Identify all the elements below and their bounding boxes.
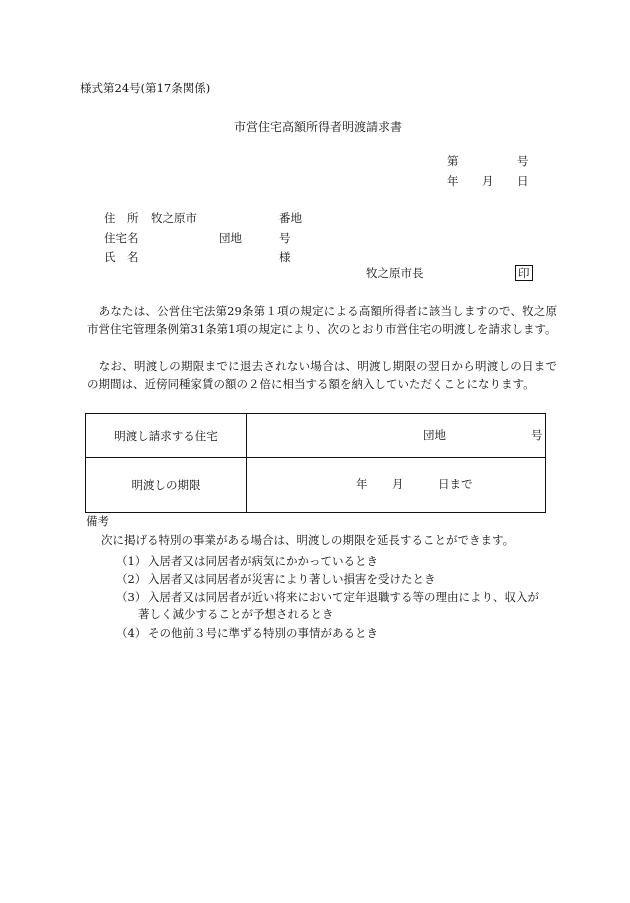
document-title: 市営住宅高額所得者明渡請求書: [234, 120, 403, 134]
row2-year: 年: [356, 477, 368, 491]
list-item-text-continued: 著しく減少することが予想されるとき: [138, 607, 334, 621]
list-item-number: （1）: [116, 554, 147, 568]
form-number: 様式第24号(第17条関係): [80, 81, 211, 95]
name-label: 氏 名: [104, 250, 139, 264]
row1-go: 号: [531, 428, 543, 442]
list-item-text: 入居者又は同居者が近い将来において定年退職する等の理由により、収入が: [148, 590, 539, 604]
list-item: [116, 624, 556, 642]
housing-name-label: 住宅名: [104, 231, 139, 245]
housing-go: 号: [279, 231, 291, 245]
row2-until: 日まで: [438, 477, 473, 491]
list-item-text: その他前３号に準ずる特別の事情があるとき: [148, 626, 378, 640]
date-day: 日: [517, 174, 529, 188]
seal-box: [515, 265, 533, 281]
notes-intro: 次に掲げる特別の事業がある場合は、明渡しの期限を延長することができます。: [101, 533, 515, 547]
list-item-number: （4）: [116, 626, 147, 640]
body-paragraph-2: なお、明渡しの期限までに退去されない場合は、明渡し期限の翌日から明渡しの日までの期間は、近傍同種家賃の額の２倍に相当する額を納入していただくことになります。: [87, 359, 557, 391]
doc-number-go: 号: [517, 154, 529, 168]
date-year: 年: [447, 174, 459, 188]
list-item: [116, 570, 556, 588]
list-item: [116, 588, 556, 606]
doc-number-dai: 第: [447, 154, 459, 168]
seal-mark: 印: [515, 265, 533, 281]
list-item: [116, 552, 556, 570]
address-city: 牧之原市: [151, 211, 197, 225]
address-label: 住 所: [104, 211, 139, 225]
row1-label: 明渡し請求する住宅: [86, 414, 247, 458]
row2-value-cell: [247, 458, 546, 513]
name-honorific: 様: [279, 250, 291, 264]
issuer-name: 牧之原市長: [366, 266, 424, 280]
row1-danchi: 団地: [423, 428, 446, 442]
date-month: 月: [482, 174, 494, 188]
list-item-text: 入居者又は同居者が災害により著しい損害を受けたとき: [148, 572, 436, 586]
list-item-number: （3）: [116, 590, 147, 604]
address-banchi: 番地: [279, 211, 302, 225]
request-table: [85, 413, 546, 513]
table-row: [86, 414, 546, 458]
row1-value-cell: [247, 414, 546, 458]
row2-month: 月: [392, 477, 404, 491]
row2-label: 明渡しの期限: [86, 458, 247, 513]
notes-heading: 備考: [86, 514, 109, 528]
table-row: [86, 458, 546, 513]
list-item-number: （2）: [116, 572, 147, 586]
list-item-text: 入居者又は同居者が病気にかかっているとき: [148, 554, 378, 568]
housing-danchi: 団地: [219, 231, 242, 245]
body-paragraph-1: あなたは、公営住宅法第29条第１項の規定による高額所得者に該当しますので、牧之原市営住宅管理条例第31条第1項の規定により、次のとおり市営住宅の明渡しを請求します。: [87, 304, 557, 336]
